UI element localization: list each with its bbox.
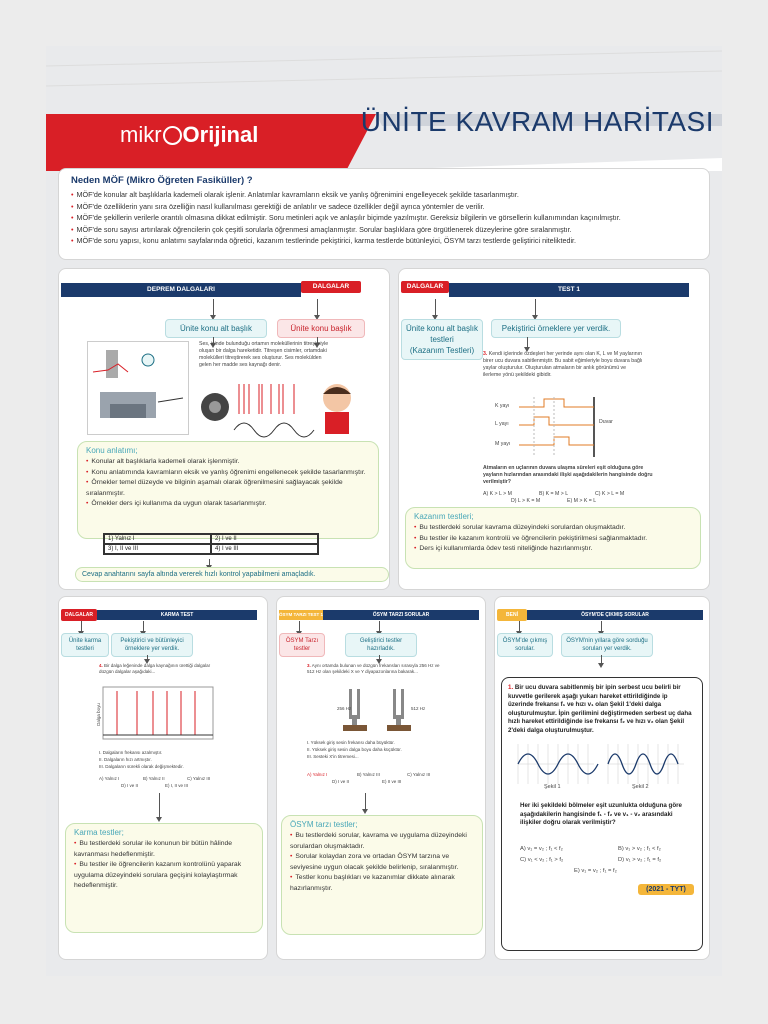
tuning-fork-illustration	[323, 685, 433, 733]
panel5-label-right: ÖSYM'nin yıllara göre sorduğu soruları yer verdik.	[561, 633, 653, 657]
why-item: • MÖF'de soru sayısı artırılarak öğrencilerin çok çeşitli sorularla öğrenmesi amaçlanmıştır. Sorular başlıklara göre örgütlenerek düzeylerine göre sıralanmıştır.	[71, 224, 572, 234]
arrow-icon	[519, 621, 520, 633]
info-item: • Bu testlerdeki sorular, kavrama ve uygulama düzeyindeki sorulardan oluşmaktadır.	[290, 832, 467, 850]
panel2-choices: A) K > L > M B) K = M > L C) K > L = M D) L > K = M E) M > K = L	[483, 491, 625, 504]
panel4-bar-left: ÖSYM TARZI TEST 1	[279, 610, 323, 620]
arrow-icon	[159, 793, 160, 819]
panel3-info-list	[66, 839, 262, 892]
logo-main: Orijinal	[182, 122, 259, 147]
graph-label: M yayı	[495, 441, 511, 447]
panel3-bar-right: KARMA TEST	[97, 610, 257, 620]
info-item: • Sorular kolaydan zora ve ortadan ÖSYM tarzına ve seviyesine uygun olacak şekilde belirlenip, sıralanmıştır.	[290, 853, 459, 871]
panel3-wave-chart	[97, 685, 217, 745]
info-item: • Bu testler ile kazanım kontrolü ve öğrencilerin pekiştirilmesi sağlanmaktadır.	[414, 534, 648, 542]
info-item: • Konu anlatımında kavramların eksik ve yanlış öğrenimi engellenecek şekilde tasarlanmıştır.	[86, 468, 366, 476]
arrow-icon	[527, 337, 528, 349]
chart-caption: Dalga boyu	[95, 703, 101, 726]
graph-label: K yayı	[495, 403, 510, 409]
sound-wave-illustration	[199, 372, 359, 442]
logo-o-icon	[163, 126, 182, 145]
why-heading: Neden MÖF (Mikro Öğreten Fasiküller) ?	[71, 175, 253, 186]
info-item: • Konular alt başlıklarla kademeli olarak işlenmiştir.	[86, 458, 240, 465]
panel1-label-right: Ünite konu başlık	[277, 319, 365, 338]
panel-kazanim-testleri	[398, 268, 710, 590]
why-item: • MÖF'de soru yapısı, konu anlatımı sayfalarında öğretici, kazanım testlerinde pekiştirici, karma testlerde bütünleyici, ÖSYM tarzı testlerde geliştirici niteliktedir.	[71, 236, 577, 245]
arrow-icon	[209, 559, 210, 567]
fork-label: 256 Hz	[337, 706, 352, 711]
year-badge: (2021 - TYT)	[638, 884, 694, 895]
graph-label: Duvar	[599, 419, 613, 425]
panel5-wave-figures	[514, 740, 694, 792]
panel1-info-box	[77, 441, 379, 539]
logo-prefix: mikr	[120, 122, 162, 147]
arrow-icon	[601, 655, 602, 665]
info-item: • Testler konu başlıkları ve kazanımlar dikkate alınarak hazırlanmıştır.	[290, 874, 455, 892]
panel3-info-box	[65, 823, 263, 933]
panel1-info-title: Konu anlatımı;	[86, 446, 138, 455]
info-item: • Bu testlerdeki sorular ile konunun bir bütün hâlinde kavranması hedeflenmiştir.	[74, 840, 233, 858]
option-cell: 1) Yalnız I	[104, 534, 211, 544]
figure-label: Şekil 2	[632, 784, 649, 790]
panel2-label-right: Pekiştirici örneklere yer verdik.	[491, 319, 621, 338]
panel3-statements: I. Dalgaların frekansı azalmıştır. II. Dalgaların hızı artmıştır. III. Dalgaların sürekli olarak değişmektedir.	[99, 750, 184, 769]
arrow-icon	[299, 621, 300, 633]
panel2-info-title: Kazanım testleri;	[414, 512, 474, 521]
panel-osym-tarzi	[276, 596, 486, 960]
panel4-info-list	[282, 831, 482, 894]
panel1-label-left: Ünite konu alt başlık	[165, 319, 267, 338]
panel2-label-left: Ünite konu alt başlık testleri (Kazanım Testleri)	[401, 319, 483, 360]
panel3-question: 4. Bir dalga leğeninde dalga kaynağının ürettiği dalgalar düzgün dalgalar aşağıdaki...	[99, 663, 211, 674]
info-item: • Bu testler ile öğrencilerin kazanım kontrolünü yaparak uygulama düzeyindeki sorulara geçişini kolaylaştırmak hedeflenmiştir.	[74, 861, 242, 889]
arrow-icon	[143, 621, 144, 633]
panel1-info-list	[78, 457, 378, 510]
fork-label: 512 Hz	[411, 706, 426, 711]
logo	[120, 122, 258, 148]
arrow-icon	[535, 299, 536, 317]
why-mof-box	[58, 168, 710, 260]
arrow-icon	[147, 655, 148, 661]
panel4-label-right: Geliştirici testler hazırladık.	[345, 633, 417, 657]
panel2-question: 3. Kendi içlerinde özdeşleri her yerinde aynı olan K, L ve M yaylarının birer ucu duvara sabitlenmiştir. Bu sabit eğimleriyle boyu duvara bağlı yaylar oluşturulur. Oluşturulan atmaların bir anlık görünümü ve ilerleme yönü şekildeki gibidir.	[483, 351, 643, 378]
arrow-icon	[435, 299, 436, 317]
panel1-footer-note: Cevap anahtarını sayfa altında vererek hızlı kontrol yapabilmeni amaçladık.	[75, 567, 389, 582]
panel2-bar-left: DALGALAR	[401, 281, 449, 293]
arrow-icon	[317, 299, 318, 317]
why-item: • MÖF'de konular alt başlıklarla kademeli olarak işlenir. Anlatımlar kavramların eksik ve yanlış öğrenimini engelleyecek şekilde tasarlanmıştır.	[71, 190, 519, 199]
page	[46, 46, 722, 976]
arrow-icon	[379, 655, 380, 661]
panel5-bar-left: BENİ	[497, 609, 527, 621]
panel-osym-cikmis	[494, 596, 710, 960]
option-cell: 4) I ve III	[211, 544, 318, 554]
panel2-question-ask: Atmaların en uçlarının duvara ulaşma süreleri eşit olduğuna göre yayların hızlarından arasındaki ilişki aşağıdakilerin hangisinde doğru verilmiştir?	[483, 465, 653, 485]
info-item: • Ders içi kullanımlarda ödev testi niteliğinde hazırlanmıştır.	[414, 545, 593, 552]
panel4-question: 3. Aynı ortamda bulunan ve düzgün frekansları sırasıyla 256 Hz ve 512 Hz olan şekildeki X ve Y diyapazonlarına bakarak...	[307, 663, 440, 674]
panel1-bar-left: DEPREM DALGALARI	[61, 283, 301, 297]
arrow-icon	[213, 299, 214, 317]
page-title: ÜNİTE KAVRAM HARİTASI	[360, 106, 714, 137]
info-item: • Örnekler ders içi kullanıma da uygun olarak tasarlanmıştır.	[86, 500, 267, 507]
arrow-icon	[81, 621, 82, 633]
info-item: • Örnekler temel düzeyde ve bilginin aşamalı olarak öğrenilmesini sağlayacak şekilde sıralanmıştır.	[86, 479, 343, 497]
header	[46, 46, 722, 171]
panel2-bar-right: TEST 1	[449, 283, 689, 297]
figure-label: Şekil 1	[544, 784, 561, 790]
panel4-statements: I. Yüksek giriş sesin frekansı daha büyüktür. II. Yüksek giriş sesin dalga boyu daha küçüktür. III. Sesteki X'in titremesi...	[307, 740, 402, 759]
panel1-bar-right: DALGALAR	[301, 281, 361, 293]
panel3-label-left: Ünite karma testleri	[61, 633, 109, 657]
panel4-choices: A) Yalnız I B) Yalnız III C) Yalnız III D) I ve II E) II ve III	[307, 772, 431, 784]
panel1-options-grid	[103, 533, 319, 555]
panel1-mini-text: Ses, içinde bulunduğu ortamın moleküllerinin titreşimiyle oluşan bir dalga hareketidir. Titreşen cisimler, ortamdaki molekülleri titreştirerek ses oluşturur. Ses molekülden gelen her madde ses kaynağı denir.	[199, 341, 329, 368]
panel3-bar-left: DALGALAR	[61, 609, 97, 621]
option-cell: 3) I, II ve III	[104, 544, 211, 554]
why-list	[59, 189, 709, 247]
panel3-info-title: Karma testler;	[74, 828, 124, 837]
panel5-choices: A) v₁ = v₂ ; f₁ < f₂ B) v₁ > v₂ ; f₁ < f₂ C) v₁ < v₂ ; f₁ > f₂ D) v₁ > v₂ ; f₁ = f₂ E) v₁ = v₂ ; f₁ = f₂	[520, 846, 662, 874]
panel5-label-left: ÖSYM'de çıkmış sorular.	[497, 633, 553, 657]
panel5-question: 1. Bir ucu duvara sabitlenmiş bir ipin serbest ucu belirli bir kuvvetle gerilerek aşağı yukarı hareket ettirildiğinde ip üzerinde frekansı f₁ ve hızı v₁ olan Şekil 1'deki dalga oluşturulmuştur. İpin gerilimini değiştirmeden serbest uç daha hızlı hareket ettirildiğinde ise frekansı f₂ ve hızı v₂ olan Şekil 2'deki dalga oluşturulmuştur.	[508, 684, 692, 734]
panel2-spring-graph	[489, 397, 639, 459]
why-item: • MÖF'de şekillerin verilerle orantılı olmasına dikkat edilmiştir. Soru metinleri açık ve anlaşılır biçimde yazılmıştır. Gereksiz bilgilerin ve görsellerin kullanımından kaçınılmıştır.	[71, 213, 621, 222]
seismograph-illustration	[87, 341, 189, 435]
arrow-icon	[365, 793, 366, 811]
panel4-info-title: ÖSYM tarzı testler;	[290, 820, 358, 829]
panel4-bar-right: ÖSYM TARZI SORULAR	[323, 610, 479, 620]
arrow-icon	[601, 621, 602, 633]
why-item: • MÖF'de özelliklerin yanı sıra özelliğin nasıl kullanılması gerektiği de anlatılır ve sadece özellikler değil ayrıca yöntemler de verilir.	[71, 201, 485, 211]
graph-label: L yayı	[495, 421, 509, 427]
panel5-question-box	[501, 677, 703, 951]
panel5-question-ask: Her iki şekildeki bölmeler eşit uzunlukta olduğuna göre aşağıdakilerin hangisinde f₁ - f₂ ve v₁ - v₂ arasındaki ilişkiler doğru olarak verilmiştir?	[520, 802, 682, 826]
panel-karma-testler	[58, 596, 268, 960]
panel4-label-left: ÖSYM Tarzı testler	[279, 633, 325, 657]
panel-konu-anlatimi	[58, 268, 390, 590]
arrow-icon	[379, 621, 380, 633]
panel2-info-box	[405, 507, 701, 569]
panel3-choices: A) Yalnız I B) Yalnız II C) Yalnız III D) I ve II E) I, II ve III	[99, 776, 211, 788]
info-item: • Bu testlerdeki sorular kavrama düzeyindeki sorulardan oluşmaktadır.	[414, 524, 626, 531]
panel4-info-box	[281, 815, 483, 935]
option-cell: 2) I ve II	[211, 534, 318, 544]
panel3-label-right: Pekiştirici ve bütünleyici örneklere yer verdik.	[111, 633, 193, 657]
panel2-info-list	[406, 523, 700, 555]
panel5-bar-right: ÖSYM'DE ÇIKMIŞ SORULAR	[527, 610, 703, 620]
